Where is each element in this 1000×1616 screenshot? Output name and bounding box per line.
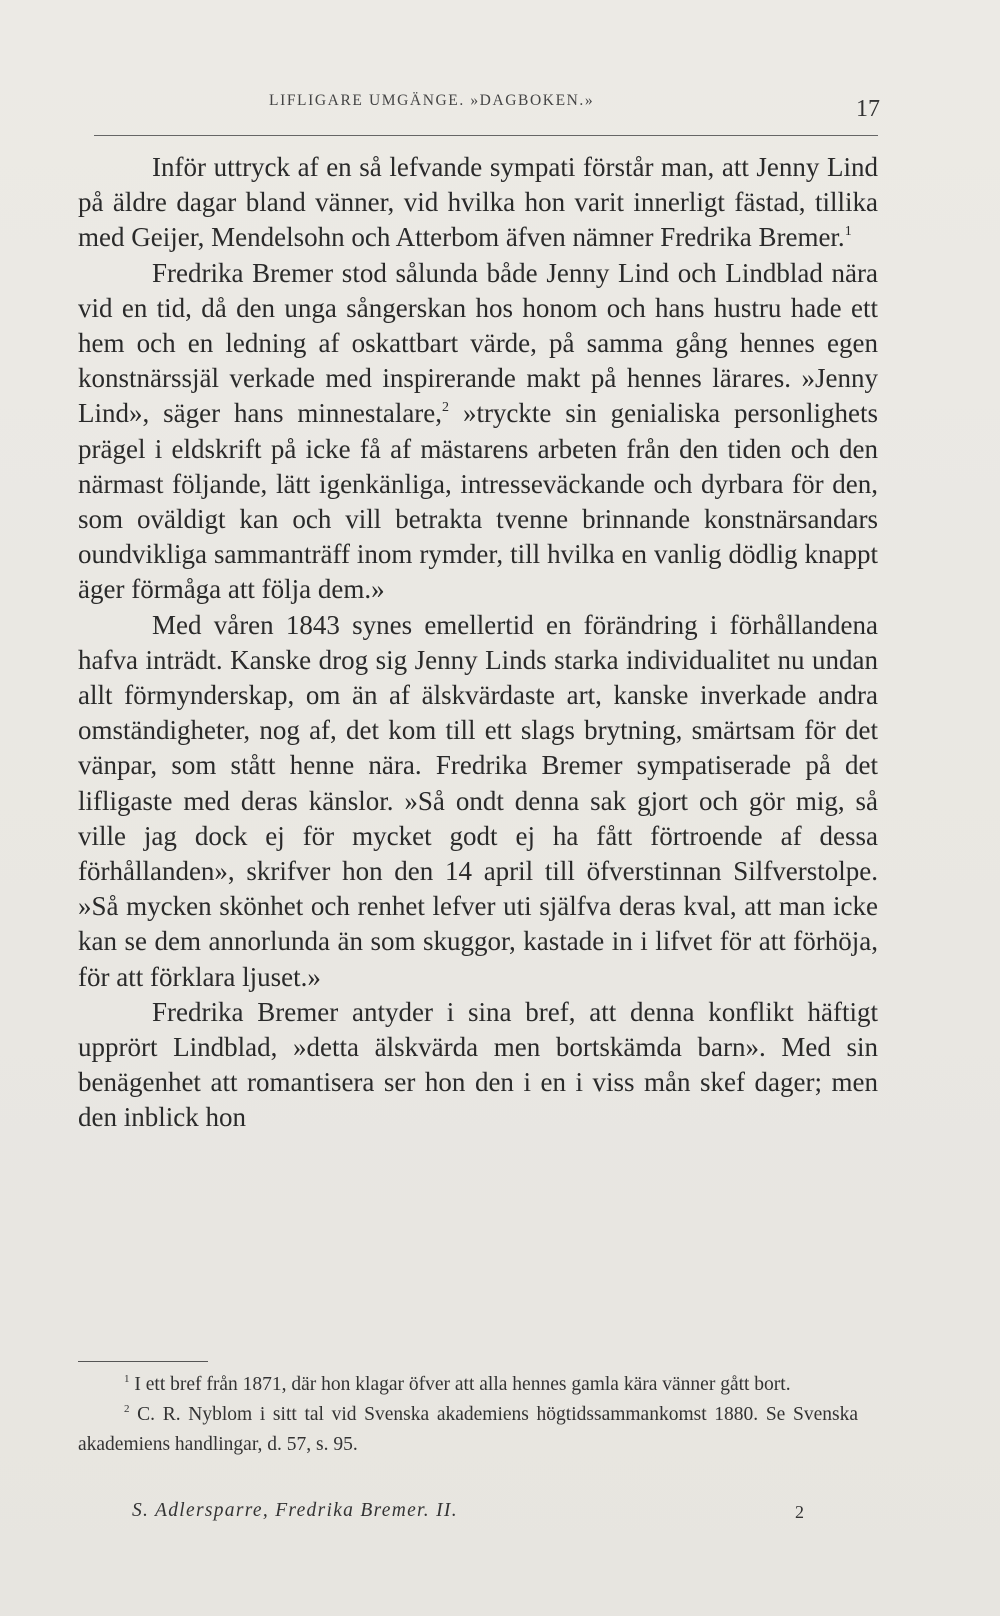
page-number: 17: [856, 96, 880, 122]
running-title: LIFLIGARE UMGÄNGE. »DAGBOKEN.»: [269, 92, 595, 109]
paragraph-3: Med våren 1843 synes emellertid en förändring i förhållandena hafva inträdt. Kanske drog sig Jenny Linds starka individualitet nu undan allt förmynderskap, om än af älskvärdaste art, kanske inverkade andra omständigheter, nog af, det kom till ett slags brytning, smärtsam för det vänpar, som stått henne nära. Fredrika Bremer sympatiserade på det lifligaste med deras känslor. »Så ondt denna sak gjort och gör mig, så ville jag dock ej för mycket godt ej ha fått förtroende af dessa förhållanden», skrifver hon den 14 april till öfverstinnan Silfverstolpe. »Så mycken skönhet och renhet lefver uti själfva deras kval, att man icke kan se dem annorlunda än som skuggor, kastade in i lifvet för att förhöja, för att förklara ljuset.»: [78, 609, 878, 992]
footnote-2-mark: 2: [124, 1403, 130, 1415]
footnote-2-text: C. R. Nyblom i sitt tal vid Svenska akademiens högtidssammankomst 1880. Se Svenska akademiens handlingar, d. 57, s. 95.: [78, 1404, 858, 1455]
footnote-ref-1: 1: [844, 224, 852, 240]
body-text: [78, 150, 878, 1136]
footnote-2: [78, 1400, 858, 1460]
paragraph-2-text-b: »tryckte sin genialiska personlighets prägel i eldskrift på icke få af mästarens arbeten från den tiden och den närmast följande, lätt igenkänliga, intresseväckande och dyrbara för den, som oväldigt kan och vill betrakta tvenne brinnande konstnärsandars oundvikliga sammanträff inom rymder, till hvilka en vanlig dödlig knappt äger förmåga att följa dem.»: [78, 398, 878, 605]
paragraph-1-text: Inför uttryck af en så lefvande sympati förstår man, att Jenny Lind på äldre dagar bland vänner, vid hvilka hon varit innerligt fästad, tillika med Geijer, Mendelsohn och Atterbom äfven nämner Fredrika Bremer.: [78, 152, 878, 253]
footnote-1-mark: 1: [124, 1373, 130, 1385]
paragraph-2: [78, 256, 878, 608]
footnote-rule: [78, 1361, 208, 1362]
footnote-1: [78, 1370, 858, 1400]
paragraph-2-text-a: Fredrika Bremer stod sålunda både Jenny Lind och Lindblad nära vid en tid, då den unga sångerskan hos honom och hans hustru hade ett hem och en ledning af oskattbart värde, på samma gång hennes egen konstnärssjäl verkade med inspirerande makt på hennes lärares. »Jenny Lind», säger hans minnestalare,: [78, 257, 878, 429]
paragraph-1: [78, 150, 878, 256]
footnotes: [78, 1370, 858, 1460]
footnote-1-text: I ett bref från 1871, där hon klagar öfver att alla hennes gamla kära vänner gått bort.: [134, 1374, 791, 1395]
header-rule: [94, 135, 878, 136]
signature-mark: 2: [795, 1502, 804, 1522]
footnote-ref-2: 2: [442, 400, 450, 416]
printer-signature: S. Adlersparre, Fredrika Bremer. II.: [132, 1500, 458, 1521]
paragraph-4: Fredrika Bremer antyder i sina bref, att denna konflikt häftigt upprört Lindblad, »detta älskvärda men bortskämda barn». Med sin benägenhet att romantisera ser hon den i en i viss mån skef dager; men den inblick hon: [78, 996, 878, 1133]
